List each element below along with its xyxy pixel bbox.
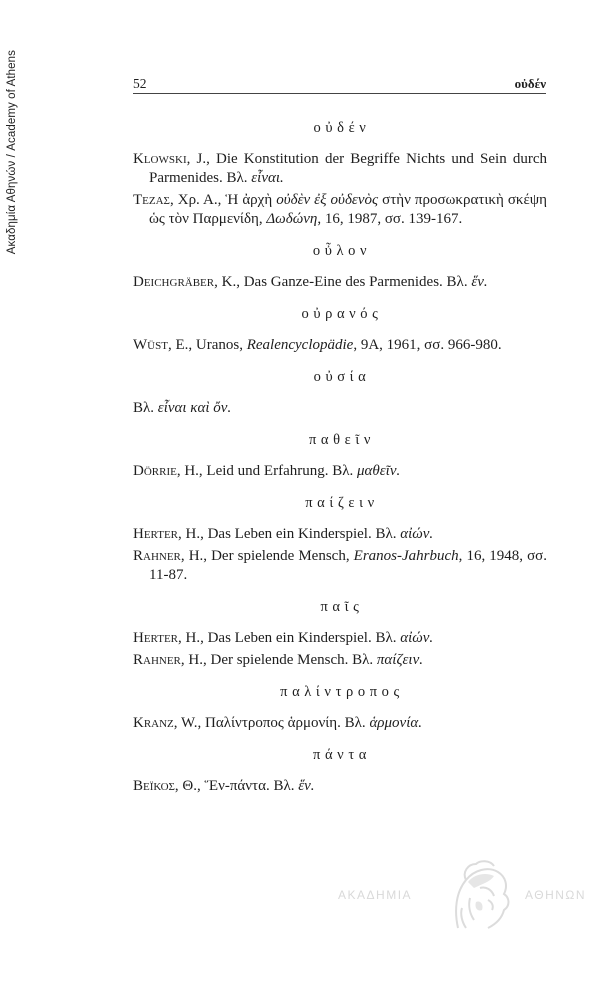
lemma-heading: παθεῖν (308, 432, 375, 448)
italic-text: παίζειν. (376, 652, 424, 668)
author-name: Deichgräber (133, 274, 215, 290)
bibliography-entry (133, 336, 547, 355)
author-name: Rahner (133, 652, 181, 668)
bibliography-entry (133, 191, 547, 229)
entry-text: Βλ. (133, 400, 158, 416)
lemma-section (133, 241, 547, 292)
bibliography-entry (133, 714, 547, 733)
entry-text: , Θ., Ἕν-πάντα. Βλ. (174, 778, 299, 794)
athena-head-seal-icon (440, 858, 520, 936)
author-name: Τεζας (133, 192, 170, 208)
author-name: Herter (133, 526, 179, 542)
italic-text: ἁρμονία. (369, 715, 422, 731)
lemma-heading: οὖλον (312, 243, 372, 259)
author-name: Dörrie (133, 463, 177, 479)
lemma-heading: οὐρανός (301, 306, 383, 322)
author-name: Kranz (133, 715, 174, 731)
entry-text: , H., Der spielende Mensch, (180, 548, 354, 564)
entry-text: , Χρ. Α., Ἡ ἀρχὴ (169, 192, 277, 208)
bibliography-entry (133, 651, 547, 670)
bibliography-entry (133, 525, 547, 544)
entry-text: , H., Der spielende Mensch. Βλ. (180, 652, 377, 668)
entry-text: στὴν προσωκρατικὴ σκέψη ὡς τὸν Παρμενίδη, (149, 192, 547, 227)
side-watermark-text: Ακαδημία Αθηνών / Academy of Athens (6, 50, 18, 255)
entry-text: , E., Uranos, (167, 337, 247, 353)
lemma-section (133, 430, 547, 481)
italic-text: εἶναι καὶ ὄν. (157, 400, 232, 416)
bibliography-entry (133, 150, 547, 188)
entry-text: , 16, 1987, σσ. 139-167. (317, 211, 463, 227)
watermark-academy-text: ΑΚΑΔΗΜΙΑ (338, 888, 413, 902)
italic-text: ἕν. (298, 778, 315, 794)
author-name: Herter (133, 630, 179, 646)
lemma-heading: παῖς (320, 599, 364, 615)
italic-text: μαθεῖν. (357, 463, 401, 479)
page-number: 52 (133, 76, 147, 91)
italic-text: αἰών. (400, 526, 434, 542)
italic-text: ἕν. (471, 274, 488, 290)
entry-text: , H., Das Leben ein Kinderspiel. Βλ. (178, 630, 401, 646)
lemma-section (133, 682, 547, 733)
author-name: Rahner (133, 548, 181, 564)
bibliography-entry (133, 629, 547, 648)
bibliography-entry (133, 462, 547, 481)
lemma-heading: οὐδέν (313, 120, 371, 136)
lemma-section (133, 745, 547, 796)
lemma-section (133, 367, 547, 418)
lemma-section (133, 118, 547, 229)
lemma-heading: παίζειν (305, 495, 379, 511)
entry-text: , 16, 1948, σσ. 11-87. (149, 548, 547, 583)
bibliography-entry (133, 777, 547, 796)
author-name: Βεϊκος (133, 778, 175, 794)
bibliography-entry (133, 273, 547, 292)
author-name: Klowski (133, 151, 187, 167)
bibliography-entry (133, 399, 547, 418)
entry-text: , H., Leid und Erfahrung. Βλ. (176, 463, 357, 479)
bibliography-content (133, 118, 547, 808)
entry-text: , 9A, 1961, σσ. 966-980. (353, 337, 502, 353)
author-name: Wüst (133, 337, 168, 353)
lemma-section (133, 304, 547, 355)
lemma-heading: οὐσία (313, 369, 371, 385)
italic-text: οὐδὲν ἐξ οὐδενὸς (276, 192, 379, 208)
entry-text: , H., Das Leben ein Kinderspiel. Βλ. (178, 526, 401, 542)
running-title: οὐδέν (514, 76, 546, 91)
italic-text: εἶναι. (251, 170, 284, 186)
italic-text: αἰών. (400, 630, 434, 646)
italic-text: Eranos-Jahrbuch (353, 548, 459, 564)
entry-text: , W., Παλίντροπος ἁρμονίη. Βλ. (173, 715, 370, 731)
lemma-heading: πάντα (313, 747, 371, 763)
entry-text: , K., Das Ganze-Eine des Parmenides. Βλ. (214, 274, 472, 290)
italic-text: Realencyclopädie (246, 337, 354, 353)
lemma-heading: παλίντροπος (280, 684, 404, 700)
italic-text: Δωδώνη (266, 211, 318, 227)
lemma-section (133, 597, 547, 670)
running-head (133, 76, 546, 92)
entry-text: , J., Die Konstitution der Begriffe Nichts und Sein durch Parmenides. Βλ. (149, 151, 547, 186)
watermark-athens-text: ΑΘΗΝΩΝ (525, 888, 587, 902)
bibliography-entry (133, 547, 547, 585)
lemma-section (133, 493, 547, 585)
header-rule (133, 93, 546, 94)
